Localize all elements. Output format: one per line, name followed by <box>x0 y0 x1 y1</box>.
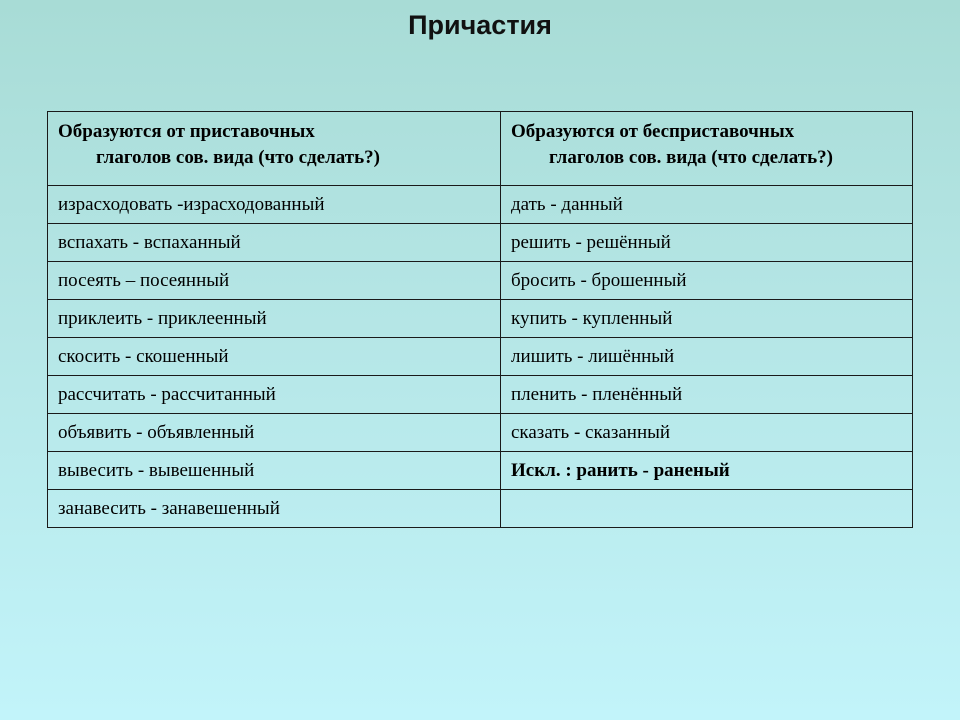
header-prefixed-verbs <box>48 112 501 186</box>
table-row <box>48 414 913 452</box>
cell-prefixless: сказать - сказанный <box>501 414 913 452</box>
cell-prefixed: рассчитать - рассчитанный <box>48 376 501 414</box>
header-prefixless-verbs <box>501 112 913 186</box>
header-prefixed-line2: глаголов сов. вида (что сделать?) <box>96 147 380 168</box>
slide-title: Причастия <box>408 10 552 40</box>
table-header-row <box>48 112 913 186</box>
table-row <box>48 452 913 490</box>
participles-table <box>47 111 913 528</box>
cell-prefixless-empty <box>501 490 913 528</box>
table-row <box>48 186 913 224</box>
table-row <box>48 262 913 300</box>
cell-prefixed: объявить - объявленный <box>48 414 501 452</box>
cell-prefixless: пленить - пленённый <box>501 376 913 414</box>
cell-prefixless: дать - данный <box>501 186 913 224</box>
cell-exception: Искл. : ранить - раненый <box>501 452 913 490</box>
cell-prefixed: израсходовать -израсходованный <box>48 186 501 224</box>
cell-prefixed: вспахать - вспаханный <box>48 224 501 262</box>
cell-prefixed: посеять – посеянный <box>48 262 501 300</box>
cell-prefixed: занавесить - занавешенный <box>48 490 501 528</box>
table-row <box>48 300 913 338</box>
cell-prefixless: лишить - лишённый <box>501 338 913 376</box>
table-row <box>48 224 913 262</box>
cell-prefixless: решить - решённый <box>501 224 913 262</box>
cell-prefixed: скосить - скошенный <box>48 338 501 376</box>
cell-prefixless: бросить - брошенный <box>501 262 913 300</box>
cell-prefixed: вывесить - вывешенный <box>48 452 501 490</box>
table-row <box>48 338 913 376</box>
table-row <box>48 490 913 528</box>
cell-prefixless: купить - купленный <box>501 300 913 338</box>
cell-prefixed: приклеить - приклеенный <box>48 300 501 338</box>
header-prefixed-line1: Образуются от приставочных <box>58 121 315 142</box>
table-row <box>48 376 913 414</box>
header-prefixless-line1: Образуются от бесприставочных <box>511 121 795 142</box>
header-prefixless-line2: глаголов сов. вида (что сделать?) <box>549 147 833 168</box>
